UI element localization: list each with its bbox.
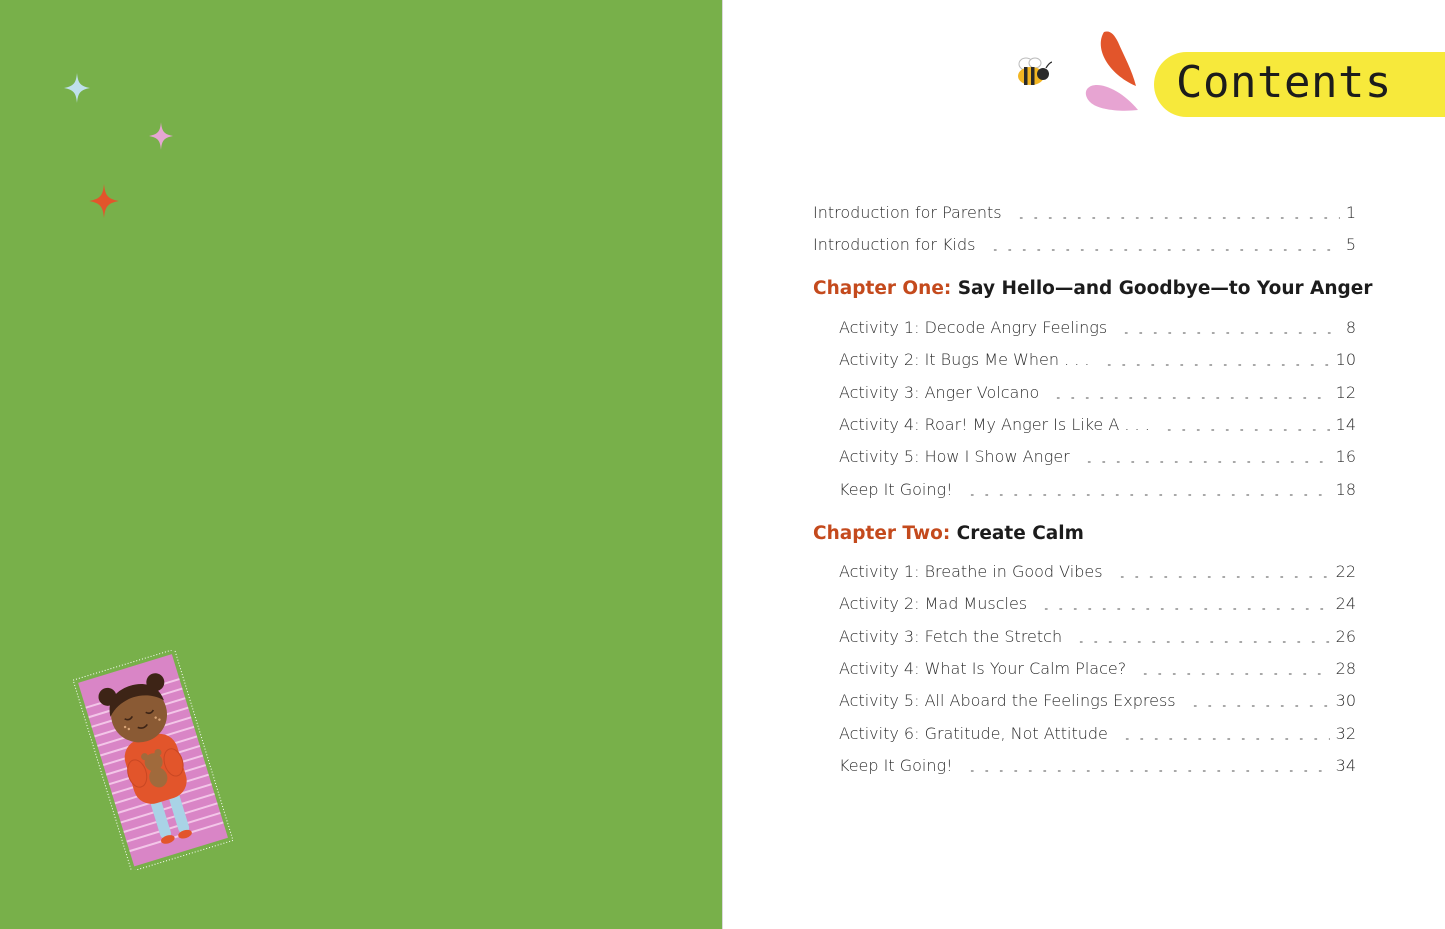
toc-entry-label: Activity 4: What Is Your Calm Place? bbox=[839, 658, 1127, 678]
dot-leader bbox=[1039, 608, 1330, 610]
toc-entry-page-number: 28 bbox=[1335, 658, 1356, 678]
toc-entry-front-matter[interactable] bbox=[813, 203, 1356, 227]
toc-entry-activity[interactable] bbox=[839, 480, 1356, 504]
toc-entry-label: Keep It Going! bbox=[839, 479, 953, 499]
toc-entry-page-number: 24 bbox=[1335, 594, 1356, 614]
toc-entry-label: Activity 5: All Aboard the Feelings Express bbox=[839, 691, 1176, 711]
toc-entry-page-number: 5 bbox=[1345, 235, 1356, 254]
toc-entry-activity[interactable] bbox=[839, 318, 1356, 342]
toc-entry-page-number: 26 bbox=[1335, 626, 1356, 646]
left-page bbox=[0, 0, 722, 929]
toc-entry-page-number: 1 bbox=[1345, 203, 1356, 222]
toc-entry-page-number: 30 bbox=[1335, 691, 1356, 711]
toc-entry-activity[interactable] bbox=[839, 691, 1356, 715]
page-title: Contents bbox=[1176, 57, 1392, 108]
chapter-title: Say Hello—and Goodbye—to Your Anger bbox=[957, 278, 1373, 299]
petal-icon bbox=[1084, 30, 1144, 114]
toc-entry-label: Activity 1: Decode Angry Feelings bbox=[839, 318, 1108, 337]
toc-entry-label: Activity 6: Gratitude, Not Attitude bbox=[839, 723, 1108, 743]
dot-leader bbox=[1119, 332, 1340, 334]
dot-leader bbox=[1051, 397, 1329, 399]
chapter-prefix: Chapter Two: bbox=[813, 523, 957, 544]
toc-entry-activity[interactable] bbox=[839, 659, 1356, 683]
toc-entry-page-number: 14 bbox=[1335, 414, 1356, 434]
dot-leader bbox=[1102, 364, 1330, 366]
sparkle-pink-icon bbox=[149, 122, 173, 150]
dot-leader bbox=[1188, 705, 1330, 707]
toc-entry-label: Activity 4: Roar! My Anger Is Like A . . . bbox=[839, 414, 1150, 434]
dot-leader bbox=[988, 249, 1340, 251]
dot-leader bbox=[1162, 429, 1330, 431]
sparkle-orange-icon bbox=[89, 184, 119, 218]
toc-entry-page-number: 34 bbox=[1335, 755, 1356, 775]
toc-entry-label: Activity 5: How I Show Anger bbox=[839, 447, 1070, 467]
toc-entry-activity[interactable] bbox=[839, 627, 1356, 651]
dot-leader bbox=[1082, 461, 1330, 463]
chapter-heading[interactable] bbox=[813, 523, 1084, 544]
child-on-blanket-illustration bbox=[62, 650, 247, 870]
toc-entry-activity[interactable] bbox=[839, 594, 1356, 618]
toc-entry-activity[interactable] bbox=[839, 350, 1356, 374]
dot-leader bbox=[1014, 217, 1340, 219]
dot-leader bbox=[1115, 576, 1330, 578]
toc-entry-page-number: 16 bbox=[1335, 447, 1356, 467]
toc-entry-label: Activity 3: Fetch the Stretch bbox=[839, 626, 1063, 646]
toc-entry-activity[interactable] bbox=[839, 724, 1356, 748]
toc-entry-label: Activity 2: Mad Muscles bbox=[839, 594, 1028, 614]
chapter-title: Create Calm bbox=[956, 523, 1084, 544]
toc-entry-label: Introduction for Parents bbox=[813, 203, 1002, 222]
chapter-prefix: Chapter One: bbox=[813, 278, 958, 299]
toc-entry-label: Activity 3: Anger Volcano bbox=[839, 382, 1040, 402]
sparkle-blue-icon bbox=[64, 73, 90, 103]
toc-entry-page-number: 12 bbox=[1335, 382, 1356, 402]
toc-entry-front-matter[interactable] bbox=[813, 235, 1356, 259]
toc-entry-page-number: 18 bbox=[1335, 479, 1356, 499]
toc-entry-label: Activity 2: It Bugs Me When . . . bbox=[839, 350, 1090, 370]
dot-leader bbox=[1120, 738, 1330, 740]
dot-leader bbox=[1074, 641, 1330, 643]
toc-entry-activity[interactable] bbox=[839, 756, 1356, 780]
dot-leader bbox=[965, 770, 1330, 772]
toc-entry-label: Activity 1: Breathe in Good Vibes bbox=[839, 562, 1103, 581]
toc-entry-label: Introduction for Kids bbox=[813, 235, 976, 254]
toc-entry-activity[interactable] bbox=[839, 447, 1356, 471]
chapter-heading[interactable] bbox=[813, 278, 1372, 299]
toc-entry-page-number: 8 bbox=[1345, 318, 1356, 337]
dot-leader bbox=[1138, 673, 1329, 675]
toc-entry-page-number: 22 bbox=[1335, 562, 1356, 581]
dot-leader bbox=[965, 494, 1330, 496]
toc-entry-activity[interactable] bbox=[839, 415, 1356, 439]
toc-entry-page-number: 10 bbox=[1335, 350, 1356, 370]
bee-icon bbox=[1012, 55, 1052, 91]
toc-entry-label: Keep It Going! bbox=[839, 755, 953, 775]
toc-entry-activity[interactable] bbox=[839, 383, 1356, 407]
toc-entry-activity[interactable] bbox=[839, 562, 1356, 586]
toc-entry-page-number: 32 bbox=[1335, 723, 1356, 743]
